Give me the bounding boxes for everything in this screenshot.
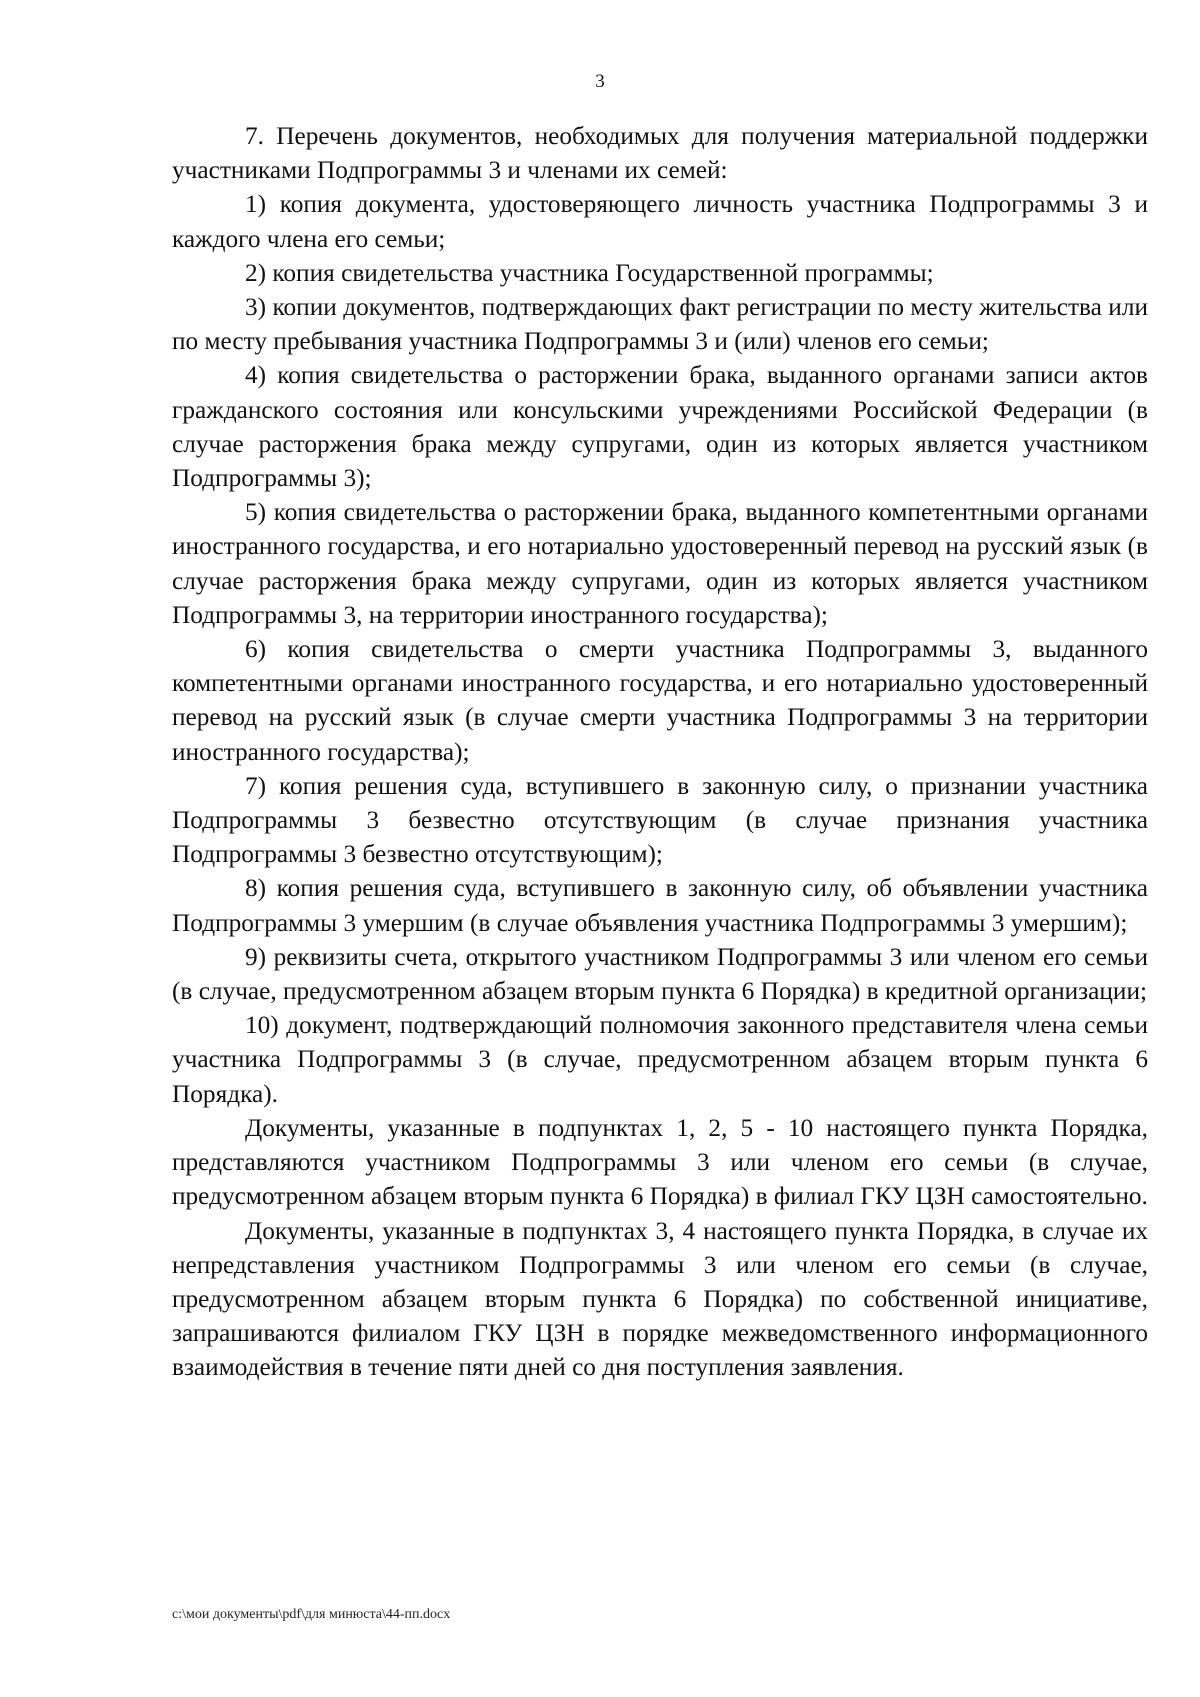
paragraph-item-7-intro: 7. Перечень документов, необходимых для получения материальной поддержки участниками Подпрограммы 3 и членами их семей: bbox=[172, 122, 1148, 185]
page-number: 3 bbox=[595, 71, 605, 92]
list-item-10: 10) документ, подтверждающий полномочия законного представителя члена семьи участника Подпрограммы 3 (в случае, предусмотренном абзацем вторым пункта 6 Порядка). bbox=[172, 1011, 1148, 1108]
list-item-9: 9) реквизиты счета, открытого участником Подпрограммы 3 или членом его семьи (в случае, предусмотренном абзацем вторым пункта 6 Порядка) в кредитной организации; bbox=[172, 942, 1148, 1006]
list-item-2: 2) копия свидетельства участника Государственной программы; bbox=[245, 258, 934, 287]
list-item-1: 1) копия документа, удостоверяющего личность участника Подпрограммы 3 и каждого члена его семьи; bbox=[172, 190, 1148, 253]
document-body bbox=[172, 119, 1148, 1385]
paragraph-self-submitted: Документы, указанные в подпунктах 1, 2, 5 - 10 настоящего пункта Порядка, представляются участником Подпрограммы 3 или членом его семьи (в случае, предусмотренном абзацем вторым пункта 6 Порядка) в филиал ГКУ ЦЗН самостоятельно. bbox=[172, 1113, 1148, 1211]
footer-file-path: c:\мои документы\pdf\для минюста\44-пп.docx bbox=[172, 1607, 451, 1622]
list-item-4: 4) копия свидетельства о расторжении брака, выданного органами записи актов гражданского состояния или консульскими учреждениями Российской Федерации (в случае расторжения брака между супругами, один из которых является участником Подпрограммы 3); bbox=[172, 361, 1148, 493]
list-item-7: 7) копия решения суда, вступившего в законную силу, о признании участника Подпрограммы 3 безвестно отсутствующим (в случае признания участника Подпрограммы 3 безвестно отсутствующим); bbox=[172, 771, 1148, 869]
paragraph-interagency-request: Документы, указанные в подпунктах 3, 4 настоящего пункта Порядка, в случае их непредставления участником Подпрограммы 3 или членом его семьи (в случае, предусмотренном абзацем вторым пункта 6 Порядка) по собственной инициативе, запрашиваются филиалом ГКУ ЦЗН в порядке межведомственного информационного взаимодействия в течение пяти дней со дня поступления заявления. bbox=[172, 1216, 1148, 1382]
list-item-6: 6) копия свидетельства о смерти участника Подпрограммы 3, выданного компетентными органами иностранного государства, и его нотариально удостоверенный перевод на русский язык (в случае смерти участника Подпрограммы 3 на территории иностранного государства); bbox=[172, 635, 1148, 766]
list-item-8: 8) копия решения суда, вступившего в законную силу, об объявлении участника Подпрограммы 3 умершим (в случае объявления участника Подпрограммы 3 умершим); bbox=[172, 874, 1148, 937]
list-item-3: 3) копии документов, подтверждающих факт регистрации по месту жительства или по месту пребывания участника Подпрограммы 3 и (или) членов его семьи; bbox=[172, 293, 1148, 356]
list-item-5: 5) копия свидетельства о расторжении брака, выданного компетентными органами иностранного государства, и его нотариально удостоверенный перевод на русский язык (в случае расторжения брака между супругами, один из которых является участником Подпрограммы 3, на территории иностранного государства); bbox=[172, 498, 1148, 629]
